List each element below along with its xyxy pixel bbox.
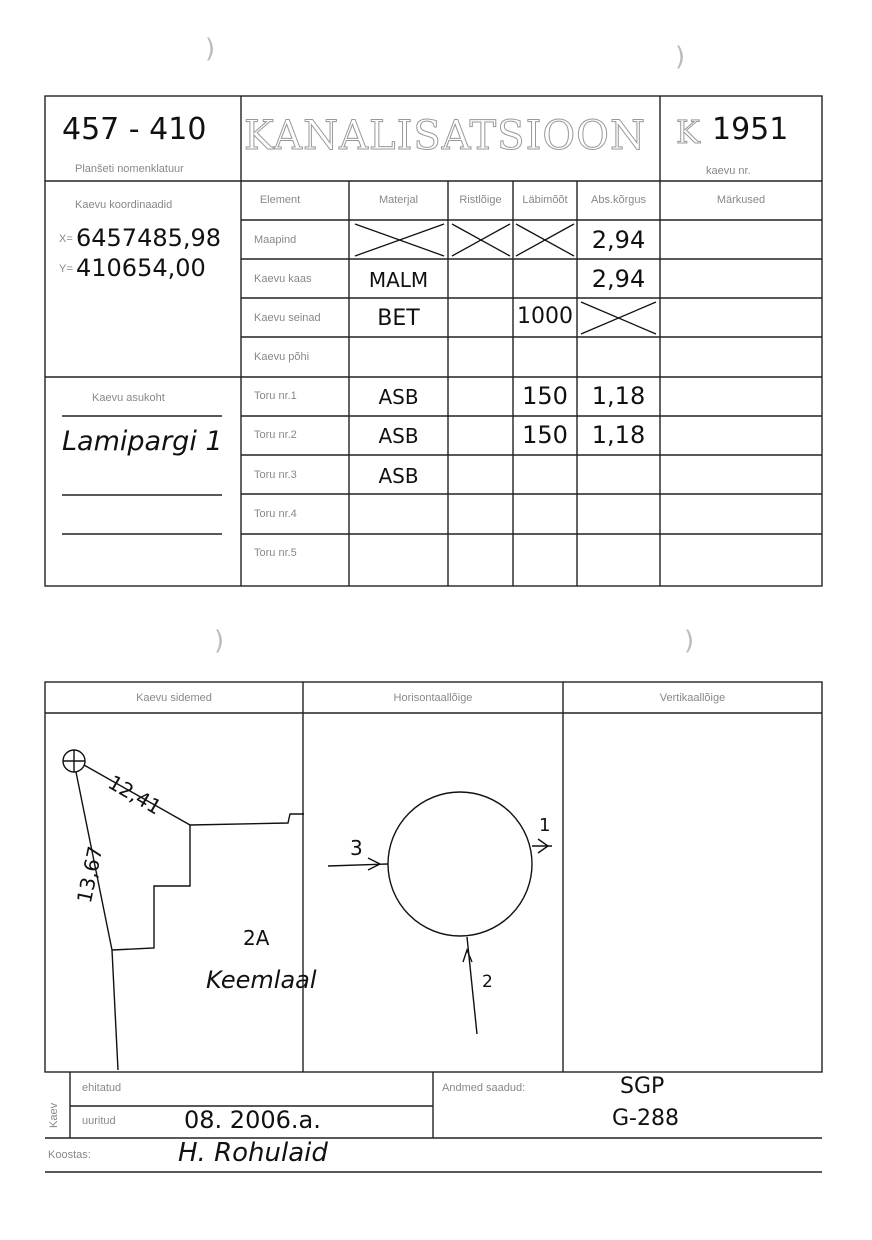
building-name: Keemlaal bbox=[206, 966, 317, 994]
x-coordinate-value: 6457485,98 bbox=[76, 224, 222, 252]
coordinates-label: Kaevu koordinaadid bbox=[75, 199, 173, 211]
horizontal-section-sketch bbox=[328, 792, 552, 1034]
table-cell-diameter: 150 bbox=[522, 382, 568, 410]
punch-hole-mark: ) bbox=[675, 42, 686, 72]
table-cell-element: Kaevu seinad bbox=[254, 312, 321, 324]
table-cell-element: Toru nr.3 bbox=[254, 469, 297, 481]
pipe-label: 1 bbox=[539, 815, 551, 836]
table-cell-element: Toru nr.5 bbox=[254, 547, 297, 559]
location-value: Lamipargi 1 bbox=[62, 426, 223, 457]
compiled-by-label: Koostas: bbox=[48, 1149, 91, 1161]
distance-label: 13,67 bbox=[72, 843, 108, 905]
table-cell-material: ASB bbox=[378, 424, 419, 448]
punch-hole-mark: ) bbox=[205, 34, 216, 64]
table-cell-element: Toru nr.1 bbox=[254, 390, 297, 402]
data-source-value: SGP bbox=[620, 1074, 665, 1099]
table-header-material: Materjal bbox=[378, 194, 419, 206]
well-number-value: 1951 bbox=[712, 112, 789, 147]
well-number-prefix: K bbox=[676, 113, 701, 151]
table-cell-diameter: 150 bbox=[522, 421, 568, 449]
distance-label: 12,41 bbox=[104, 770, 166, 820]
measured-date: 08. 2006.a. bbox=[184, 1106, 321, 1134]
pipe-label: 2 bbox=[482, 972, 493, 992]
table-cell-abs-height: 2,94 bbox=[591, 265, 646, 293]
table-cell-abs-height: 2,94 bbox=[591, 226, 646, 254]
sheet-number-label: Planšeti nomenklatuur bbox=[75, 163, 184, 175]
table-cell-material: ASB bbox=[378, 464, 419, 488]
punch-hole-mark: ) bbox=[684, 626, 695, 656]
table-cell-element: Kaevu kaas bbox=[254, 273, 312, 285]
data-source-code: G-288 bbox=[612, 1106, 679, 1131]
sketch-header-connections: Kaevu sidemed bbox=[136, 692, 212, 704]
well-location-sketch bbox=[63, 750, 304, 1070]
building-number: 2A bbox=[243, 926, 270, 950]
table-cell-element: Toru nr.2 bbox=[254, 429, 297, 441]
compiled-by-value: H. Rohulaid bbox=[178, 1138, 328, 1168]
table-cell-material: MALM bbox=[368, 268, 429, 292]
well-side-label: Kaev bbox=[48, 1102, 60, 1128]
well-number-label: kaevu nr. bbox=[706, 165, 751, 177]
table-cell-element: Kaevu põhi bbox=[254, 351, 310, 363]
table-cell-abs-height: 1,18 bbox=[591, 382, 646, 410]
table-header-notes: Märkused bbox=[716, 194, 766, 206]
table-cell-element: Maapind bbox=[254, 234, 297, 246]
table-header-abs-height: Abs.kõrgus bbox=[590, 194, 647, 206]
table-header-cross-section: Ristlõige bbox=[459, 194, 502, 206]
location-label: Kaevu asukoht bbox=[92, 392, 165, 404]
table-cell-diameter: 1000 bbox=[517, 304, 573, 329]
table-cell-material: BET bbox=[377, 306, 420, 331]
table-cell-abs-height: 1,18 bbox=[591, 421, 646, 449]
measured-label: uuritud bbox=[82, 1115, 116, 1127]
data-source-label: Andmed saadud: bbox=[442, 1082, 526, 1094]
built-label: ehitatud bbox=[82, 1082, 122, 1094]
punch-hole-mark: ) bbox=[214, 626, 225, 656]
table-header-diameter: Läbimõõt bbox=[522, 194, 568, 206]
table-header-element: Element bbox=[259, 194, 301, 206]
y-coordinate-label: Y= bbox=[59, 263, 73, 275]
x-coordinate-label: X= bbox=[59, 233, 73, 245]
table-cell-element: Toru nr.4 bbox=[254, 508, 297, 520]
y-coordinate-value: 410654,00 bbox=[76, 254, 206, 282]
sheet-number-value: 457 - 410 bbox=[62, 112, 207, 147]
pipe-label: 3 bbox=[350, 836, 363, 860]
sketch-header-vertical: Vertikaallõige bbox=[659, 692, 726, 704]
page-title: KANALISATSIOON bbox=[244, 113, 646, 159]
sketch-header-horizontal: Horisontaallõige bbox=[393, 692, 473, 704]
table-cell-material: ASB bbox=[378, 385, 419, 409]
